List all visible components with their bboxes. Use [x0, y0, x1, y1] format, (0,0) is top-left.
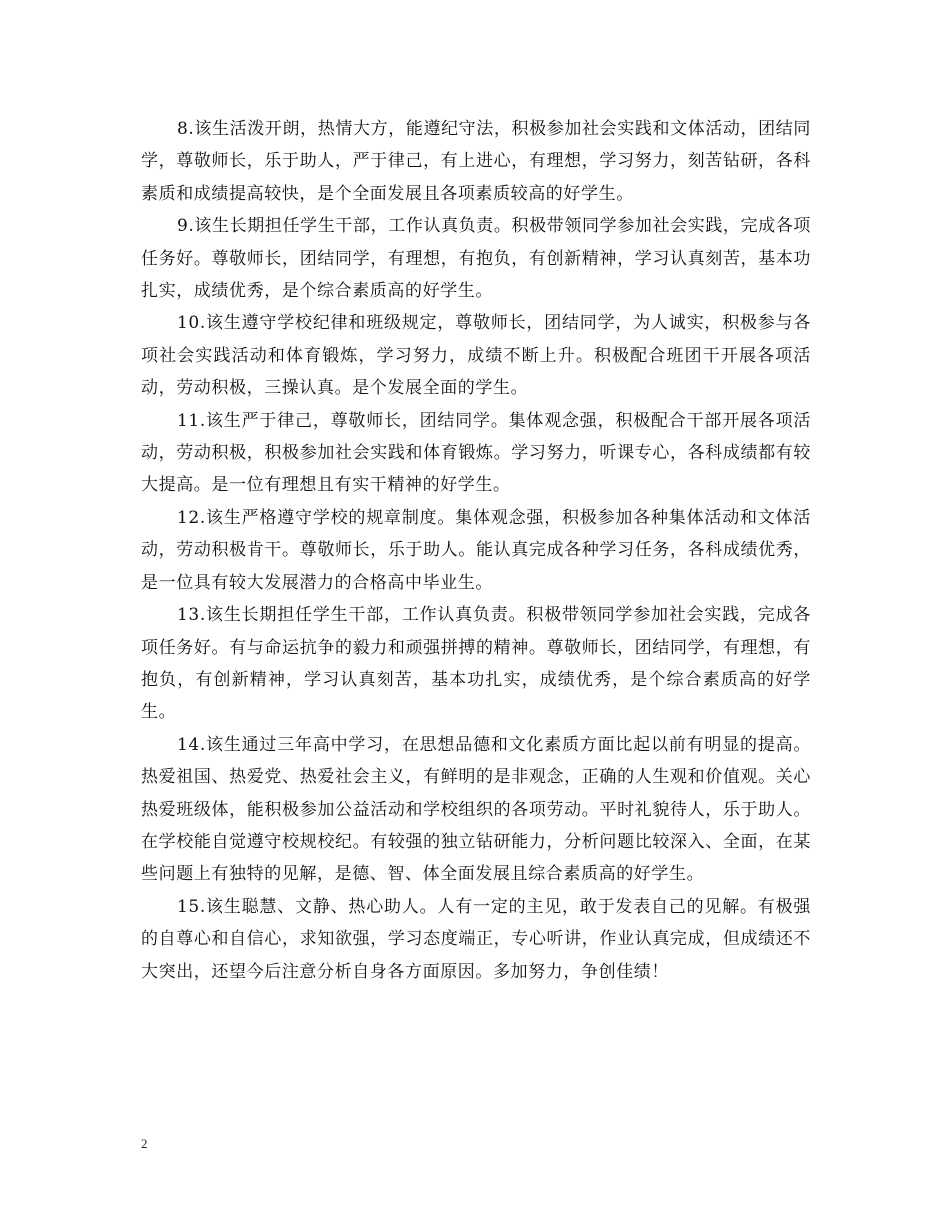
page-number: 2 — [141, 1136, 148, 1151]
comment-paragraph-11: 11.该生严于律己，尊敬师长，团结同学。集体观念强，积极配合干部开展各项活动，劳动积极，积极参加社会实践和体育锻炼。学习努力，听课专心，各科成绩都有较大提高。是一位有理想且有实干精神的好学生。 — [141, 410, 811, 496]
comment-paragraph-10: 10.该生遵守学校纪律和班级规定，尊敬师长，团结同学，为人诚实，积极参与各项社会实践活动和体育锻炼，学习努力，成绩不断上升。积极配合班团干开展各项活动，劳动积极，三操认真。是个发展全面的学生。 — [141, 313, 811, 399]
comment-paragraph-14: 14.该生通过三年高中学习，在思想品德和文化素质方面比起以前有明显的提高。热爱祖国、热爱党、热爱社会主义，有鲜明的是非观念，正确的人生观和价值观。关心热爱班级体，能积极参加公益活动和学校组织的各项劳动。平时礼貌待人，乐于助人。在学校能自觉遵守校规校纪。有较强的独立钻研能力，分析问题比较深入、全面，在某些问题上有独特的见解，是德、智、体全面发展且综合素质高的好学生。 — [141, 734, 811, 885]
document-body — [141, 113, 811, 988]
comment-paragraph-13: 13.该生长期担任学生干部，工作认真负责。积极带领同学参加社会实践，完成各项任务好。有与命运抗争的毅力和顽强拼搏的精神。尊敬师长，团结同学，有理想，有抱负，有创新精神，学习认真刻苦，基本功扎实，成绩优秀，是个综合素质高的好学生。 — [141, 605, 811, 723]
comment-paragraph-15: 15.该生聪慧、文静、热心助人。人有一定的主见，敢于发表自己的见解。有极强的自尊心和自信心，求知欲强，学习态度端正，专心听讲，作业认真完成，但成绩还不大突出，还望今后注意分析自身各方面原因。多加努力，争创佳绩！ — [141, 896, 811, 982]
comment-paragraph-12: 12.该生严格遵守学校的规章制度。集体观念强，积极参加各种集体活动和文体活动，劳动积极肯干。尊敬师长，乐于助人。能认真完成各种学习任务，各科成绩优秀，是一位具有较大发展潜力的合格高中毕业生。 — [141, 507, 811, 593]
comment-paragraph-8: 8.该生活泼开朗，热情大方，能遵纪守法，积极参加社会实践和文体活动，团结同学，尊敬师长，乐于助人，严于律己，有上进心，有理想，学习努力，刻苦钻研，各科素质和成绩提高较快，是个全面发展且各项素质较高的好学生。 — [141, 119, 811, 204]
comment-paragraph-9: 9.该生长期担任学生干部，工作认真负责。积极带领同学参加社会实践，完成各项任务好。尊敬师长，团结同学，有理想，有抱负，有创新精神，学习认真刻苦，基本功扎实，成绩优秀，是个综合素质高的好学生。 — [141, 216, 811, 302]
